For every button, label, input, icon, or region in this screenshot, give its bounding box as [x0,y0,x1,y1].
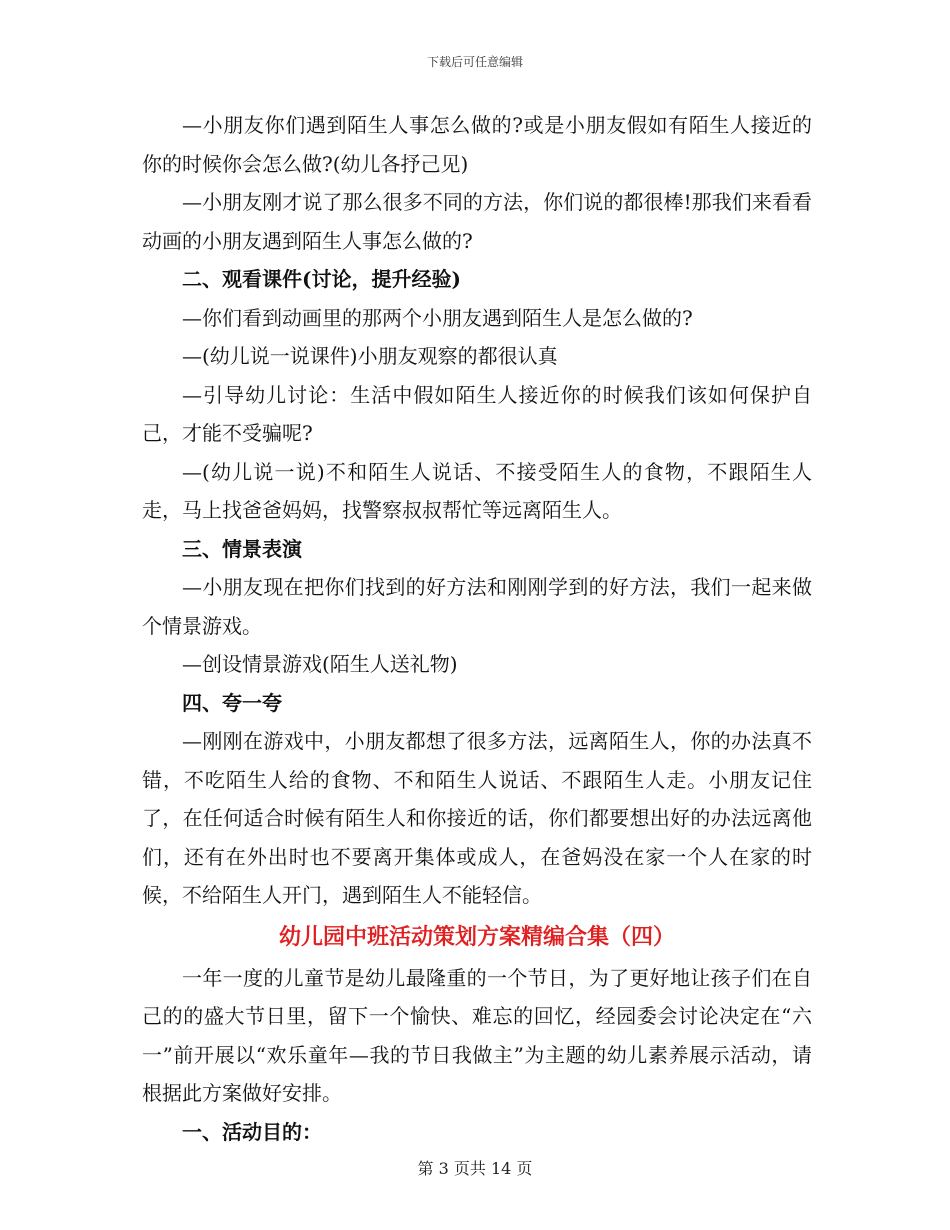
section-heading: 一、活动目的： [182,1119,322,1144]
paragraph: —创设情景游戏(陌生人送礼物) [182,652,458,676]
page-footer: 第 3 页共 14 页 [417,1159,533,1178]
section-heading: 四、夸一夸 [182,690,282,715]
paragraph: —引导幼儿讨论：生活中假如陌生人接近你的时候我们该如何保护自己，才能不受骗呢? [142,382,812,445]
section-heading: 二、观看课件(讨论，提升经验) [182,267,461,291]
paragraph: —小朋友刚才说了那么很多不同的方法，你们说的都很棒!那我们来看看动画的小朋友遇到陌生人事怎么做的? [142,190,812,253]
paragraph: —(幼儿说一说)不和陌生人说话、不接受陌生人的食物，不跟陌生人走，马上找爸爸妈妈，找警察叔叔帮忙等远离陌生人。 [142,459,812,522]
page-header: 下载后可任意编辑 [426,55,523,69]
paragraph: —刚刚在游戏中，小朋友都想了很多方法，远离陌生人，你的办法真不错，不吃陌生人给的食物、不和陌生人说话、不跟陌生人走。小朋友记住了，在任何适合时候有陌生人和你接近的话，你们都要想出好的办法远离他们，还有在外出时也不要离开集体或成人，在爸妈没在家一个人在家的时候，不给陌生人开门，遇到陌生人不能轻信。 [142,729,812,907]
paragraph: —小朋友现在把你们找到的好方法和刚刚学到的好方法，我们一起来做个情景游戏。 [142,575,812,638]
paragraph: —小朋友你们遇到陌生人事怎么做的?或是小朋友假如有陌生人接近的你的时候你会怎么做?(幼儿各抒己见) [142,113,812,176]
paragraph: —你们看到动画里的那两个小朋友遇到陌生人是怎么做的? [182,305,693,330]
document-title: 幼儿园中班活动策划方案精编合集（四） [278,923,675,950]
document-body [142,106,812,1151]
section-heading: 三、情景表演 [182,536,302,561]
paragraph: 一年一度的儿童节是幼儿最隆重的一个节日，为了更好地让孩子们在自己的的盛大节日里，留下一个愉快、难忘的回忆，经园委会讨论决定在“六一”前开展以“欢乐童年—我的节日我做主”为主题的幼儿素养展示活动，请根据此方案做好安排。 [142,965,812,1105]
paragraph: —(幼儿说一说课件)小朋友观察的都很认真 [182,344,558,368]
